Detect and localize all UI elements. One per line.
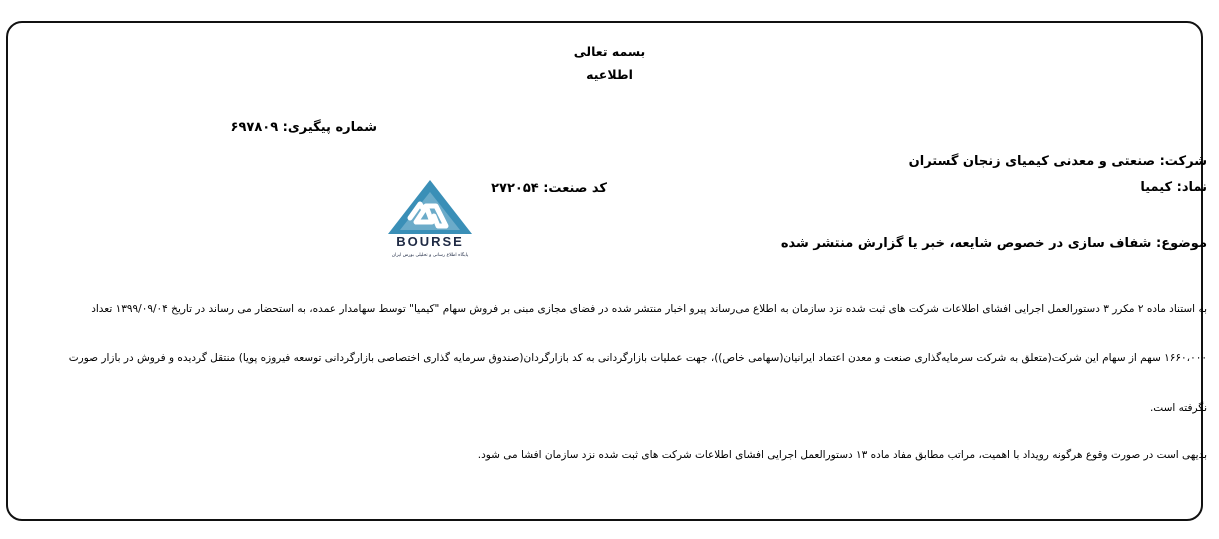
document-frame xyxy=(6,21,1203,521)
body-paragraph-line-2: ۱۶۶۰،۰۰۰ سهم از سهام این شرکت(متعلق به شرکت سرمایه‌گذاری صنعت و معدن اعتماد ایرانیان(سهامی خاص))، جهت عملیات بازارگردانی به کد بازارگردان(صندوق سرمایه گذاری اختصاصی بازارگردانی توسعه فیروزه پویا) منتقل گردیده و فروش در بازار صورت xyxy=(68,352,1207,364)
svg-text:پایگاه اطلاع رسانی و تحلیلی بو: پایگاه اطلاع رسانی و تحلیلی بورس ایران xyxy=(391,253,469,258)
basmala-heading: بسمه تعالی xyxy=(573,44,646,59)
svg-text:BOURSE: BOURSE xyxy=(396,234,464,249)
tracking-number: شماره پیگیری: ۶۹۷۸۰۹ xyxy=(230,120,377,135)
body-paragraph-line-1: به استناد ماده ۲ مکرر ۳ دستورالعمل اجرایی افشای اطلاعات شرکت های ثبت شده نزد سازمان به اطلاع می‌رساند پیرو اخبار منتشر شده در فضای مجازی مبنی بر فروش سهام "کیمیا" توسط سهامدار عمده، به استحضار می رساند در تاریخ ۱۳۹۹/۰۹/۰۴ تعداد xyxy=(91,303,1207,315)
industry-code: کد صنعت: ۲۷۲۰۵۴ xyxy=(491,181,607,196)
announcement-heading: اطلاعیه xyxy=(586,67,633,82)
bourse-logo xyxy=(380,176,480,262)
subject-line: موضوع: شفاف سازی در خصوص شایعه، خبر یا گزارش منتشر شده xyxy=(780,236,1207,251)
body-paragraph-line-4: بدیهی است در صورت وقوع هرگونه رویداد با اهمیت، مراتب مطابق مفاد ماده ۱۳ دستورالعمل اجرایی افشای اطلاعات شرکت های ثبت شده نزد سازمان افشا می شود. xyxy=(477,449,1207,461)
company-symbol: نماد: کیمیا xyxy=(1140,180,1207,195)
company-name: شرکت: صنعتی و معدنی کیمیای زنجان گستران xyxy=(908,154,1207,169)
body-paragraph-line-3: نگرفته است. xyxy=(1149,402,1207,414)
